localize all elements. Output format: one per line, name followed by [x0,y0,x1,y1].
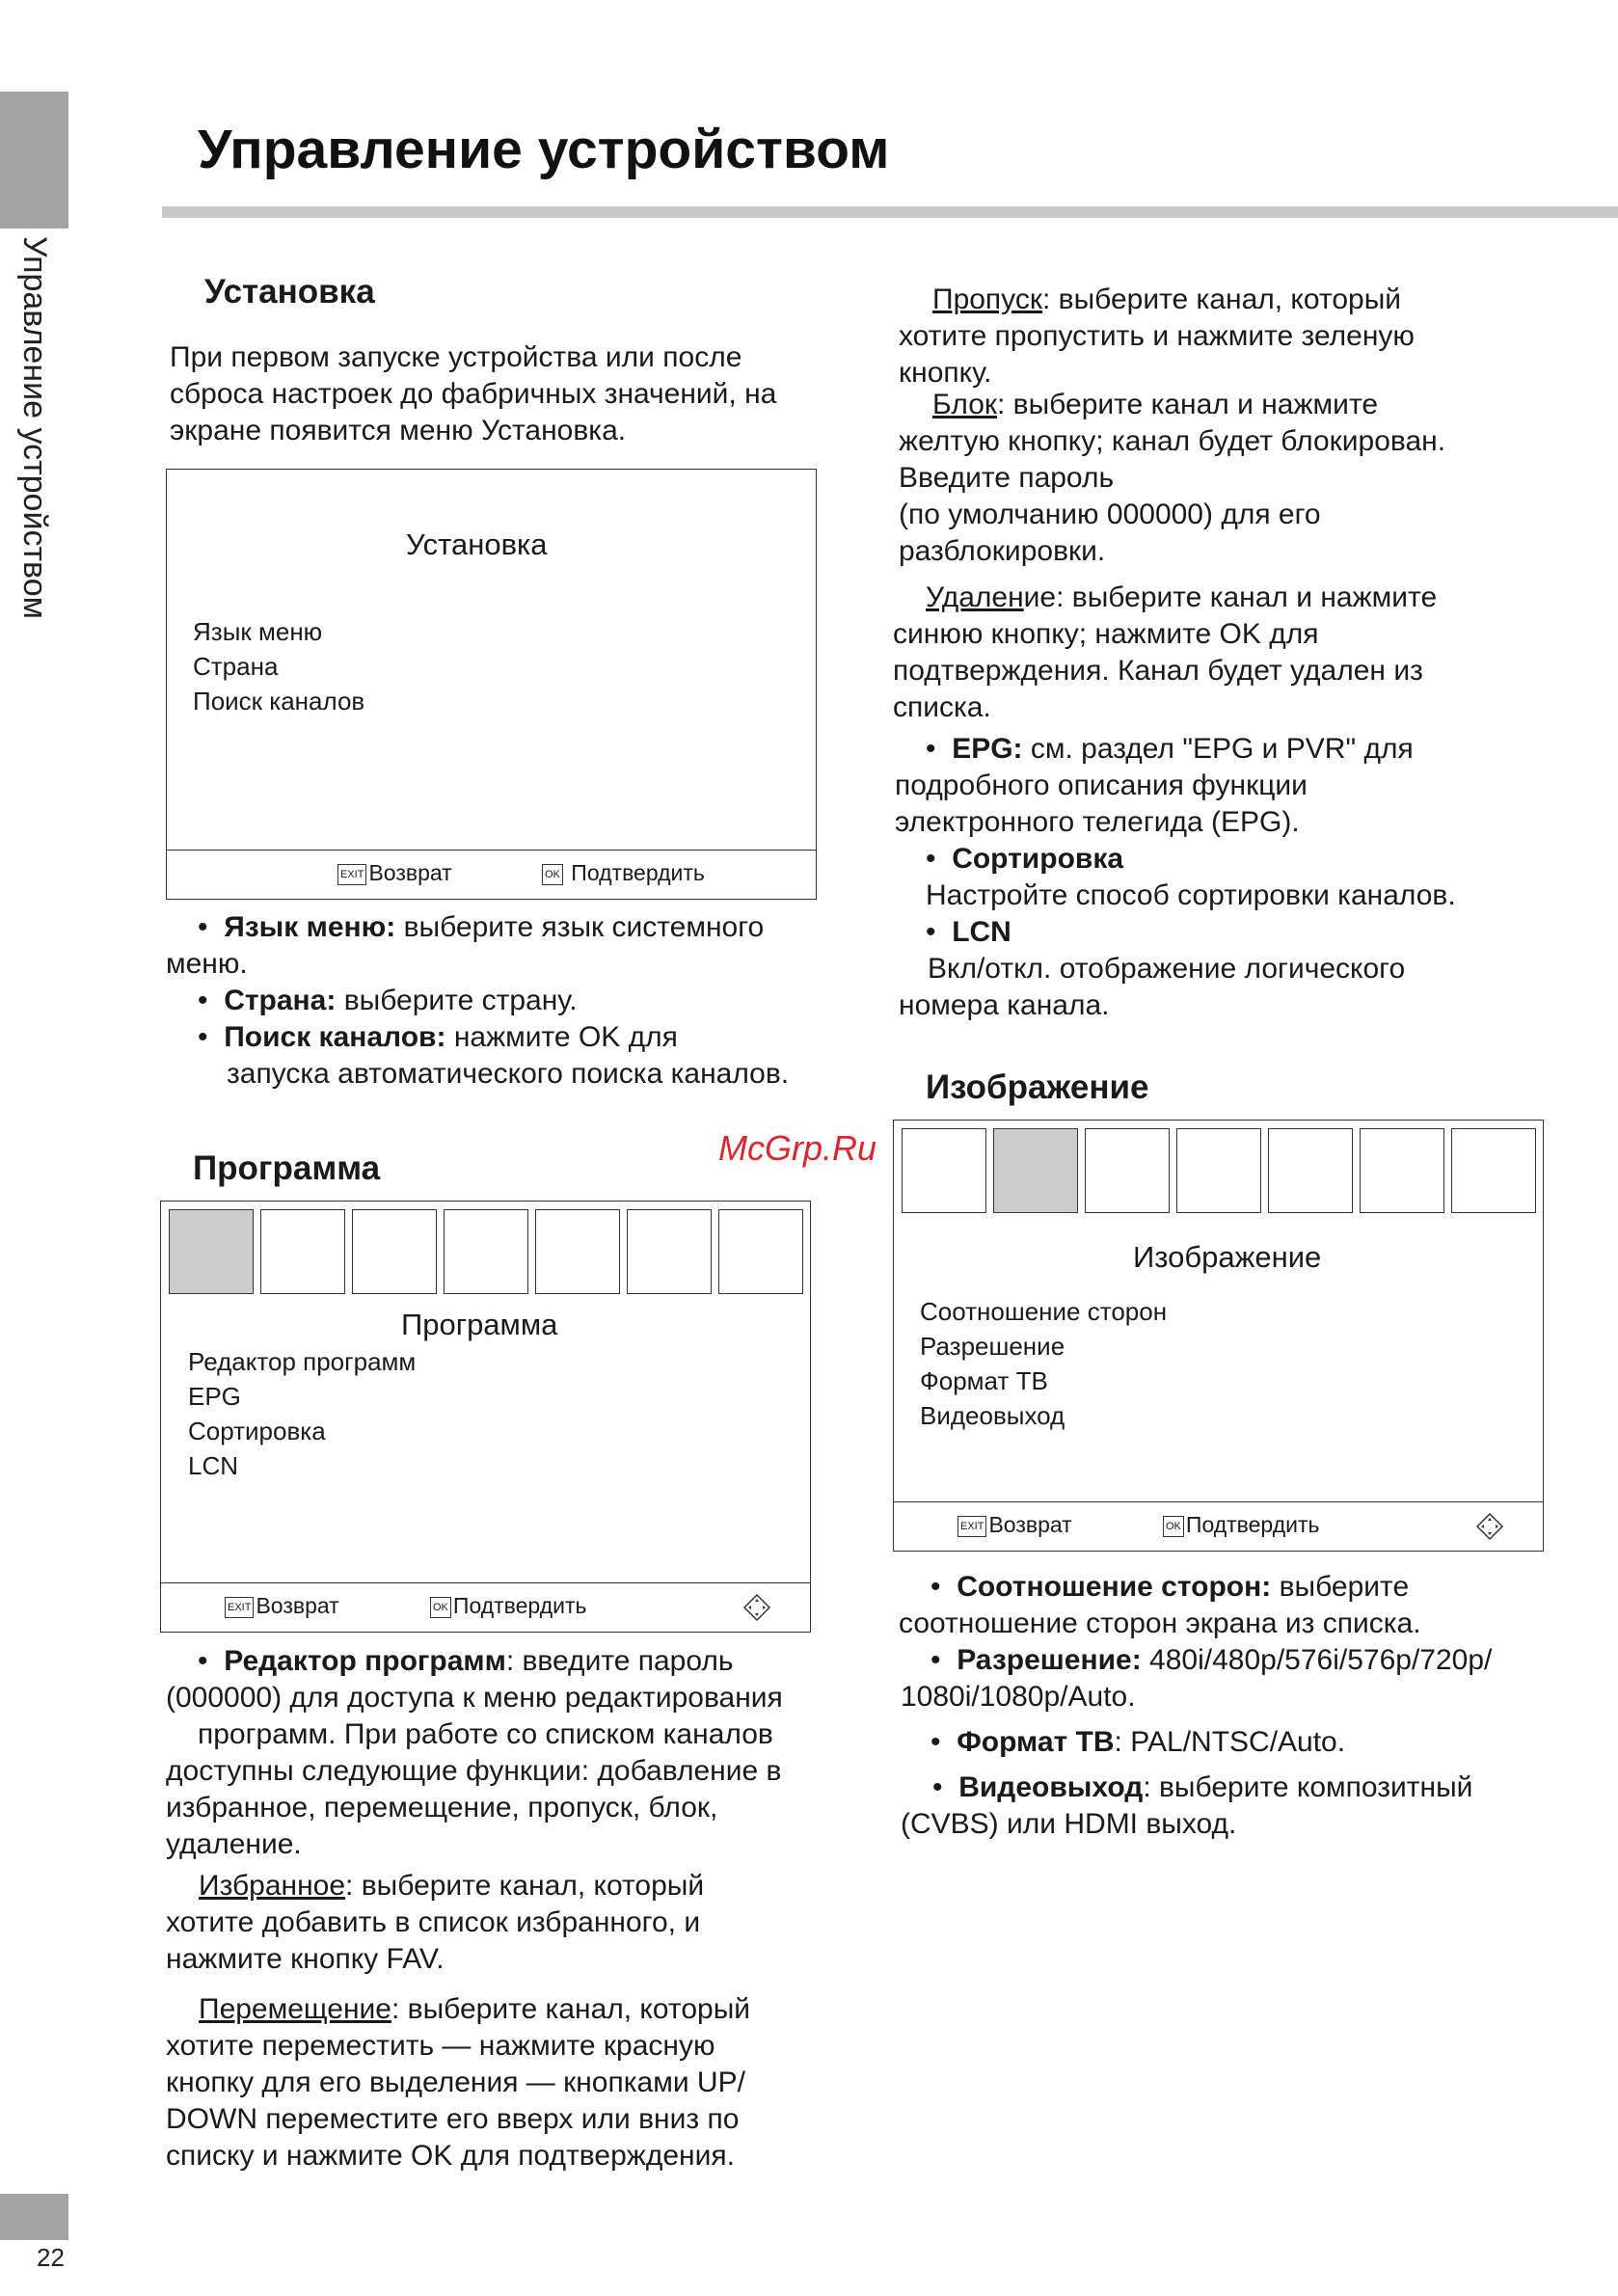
move-line-4: DOWN переместите его вверх или вниз по [166,2103,740,2135]
resolution-bullet: • Разрешение: 480i/480p/576i/576p/720p/ [930,1644,1493,1676]
ok-key-icon: OK [430,1597,451,1618]
menu-tab-6[interactable] [627,1209,712,1294]
picture-ok-hint [1163,1512,1319,1538]
setup-heading: Установка [204,273,375,311]
favorite-line-1: Избранное: выберите канал, который [199,1870,705,1902]
editor-bullet: • Редактор программ: введите пароль [198,1645,734,1677]
setup-menu-title: Установка [406,527,548,561]
menu-tab-1[interactable] [902,1128,986,1213]
epg-line-3: электронного телегида (EPG). [895,806,1300,838]
epg-line-2: подробного описания функции [895,770,1308,801]
program-menu-item-epg[interactable]: EPG [188,1382,241,1411]
videoout-bullet: • Видеовыход: выберите композитный [932,1771,1473,1803]
picture-back-hint [957,1512,1072,1538]
watermark: McGrp.Ru [718,1128,877,1168]
menu-tab-6[interactable] [1360,1128,1444,1213]
sort-desc: Настройте способ сортировки каналов. [926,879,1456,911]
program-menu-footer [161,1582,810,1632]
ok-label: Подтвердить [1185,1512,1320,1537]
program-menu-item-lcn[interactable]: LCN [188,1451,239,1480]
page-title: Управление устройством [198,119,890,180]
program-back-hint [225,1593,339,1619]
skip-line-2: хотите пропустить и нажмите зеленую [899,320,1415,352]
lcn-line-1: Вкл/откл. отображение логического [928,953,1406,985]
move-line-1: Перемещение: выберите канал, который [199,1993,751,2025]
menu-tab-7[interactable] [1451,1128,1536,1213]
lcn-bullet: • LCN [926,916,1011,948]
setup-menu-item-channel-search[interactable]: Поиск каналов [193,687,365,716]
side-section-label: Управление устройством [16,236,53,619]
menu-tab-2[interactable] [260,1209,345,1294]
picture-menu-item-aspect[interactable]: Соотношение сторон [920,1297,1168,1326]
ok-key-icon: OK [1163,1516,1184,1537]
setup-bullet-search: • Поиск каналов: нажмите OK для [198,1021,678,1053]
menu-tab-4[interactable] [1176,1128,1261,1213]
editor-line-6: удаление. [166,1828,302,1860]
menu-tab-3[interactable] [1085,1128,1170,1213]
exit-key-icon: EXIT [337,864,366,885]
navigation-dpad-icon [742,1593,771,1622]
lock-line-1: Блок: выберите канал и нажмите [932,389,1379,420]
move-line-3: кнопку для его выделения — кнопками UP/ [166,2066,745,2098]
program-ok-hint [430,1593,586,1619]
move-line-5: списку и нажмите OK для подтверждения. [166,2140,735,2172]
title-rule [162,206,1618,218]
picture-menu-footer [894,1501,1543,1551]
editor-line-3: программ. При работе со списком каналов [198,1718,773,1750]
program-menu-item-sort[interactable]: Сортировка [188,1417,326,1445]
setup-bullet-search-cont: запуска автоматического поиска каналов. [227,1058,790,1090]
lcn-line-2: номера канала. [899,989,1110,1021]
page-tab-marker [0,2194,68,2240]
delete-line-4: списка. [893,691,991,723]
skip-line-1: Пропуск: выберите канал, который [932,284,1402,315]
resolution-line-2: 1080i/1080p/Auto. [901,1681,1136,1713]
ok-key-icon: OK [542,864,563,885]
tvformat-bullet: • Формат ТВ: PAL/NTSC/Auto. [930,1726,1346,1758]
epg-bullet: • EPG: см. раздел "EPG и PVR" для [926,733,1414,765]
back-label: Возврат [368,860,452,885]
setup-bullet-country: • Страна: выберите страну. [198,985,578,1016]
setup-bullet-language: • Язык меню: выберите язык системного [198,911,765,943]
aspect-line-2: соотношение сторон экрана из списка. [899,1607,1421,1639]
setup-menu-footer [167,850,816,899]
setup-intro-3: экране появится меню Установка. [170,415,627,446]
menu-tab-7[interactable] [718,1209,803,1294]
editor-line-2: (000000) для доступа к меню редактирования [166,1682,783,1714]
program-menu-title: Программа [401,1308,558,1341]
ok-label: Подтвердить [571,860,705,885]
navigation-dpad-icon [1475,1512,1504,1541]
favorite-line-3: нажмите кнопку FAV. [166,1943,445,1975]
menu-tab-4[interactable] [444,1209,528,1294]
sort-bullet: • Сортировка [926,843,1124,875]
picture-menu-item-resolution[interactable]: Разрешение [920,1332,1065,1361]
videoout-line-2: (CVBS) или HDMI выход. [901,1808,1237,1840]
aspect-bullet: • Соотношение сторон: выберите [930,1571,1410,1603]
setup-menu-item-language[interactable]: Язык меню [193,617,323,646]
back-label: Возврат [988,1512,1072,1537]
lock-line-2: желтую кнопку; канал будет блокирован. [899,425,1446,457]
picture-menu-item-tvformat[interactable]: Формат ТВ [920,1366,1048,1395]
exit-key-icon: EXIT [957,1516,986,1537]
ok-label: Подтвердить [452,1593,587,1618]
setup-menu-item-country[interactable]: Страна [193,652,279,681]
side-tab-marker [0,92,68,229]
picture-menu-title: Изображение [1133,1240,1322,1274]
delete-line-2: синюю кнопку; нажмите OK для [893,618,1319,650]
setup-intro-2: сброса настроек до фабричных значений, на [170,378,777,410]
picture-heading: Изображение [926,1068,1149,1106]
program-menu-item-editor[interactable]: Редактор программ [188,1347,417,1376]
move-line-2: хотите переместить — нажмите красную [166,2030,715,2062]
program-menu-screen [160,1201,811,1633]
menu-tab-picture[interactable] [993,1128,1078,1213]
setup-menu-screen [166,469,817,900]
delete-line-1: Удаление: выберите канал и нажмите [926,581,1438,613]
skip-line-3: кнопку. [899,357,992,389]
exit-key-icon: EXIT [225,1597,254,1618]
lock-line-5: разблокировки. [899,535,1106,567]
favorite-line-2: хотите добавить в список избранного, и [166,1906,701,1938]
menu-tab-5[interactable] [535,1209,620,1294]
editor-line-4: доступны следующие функции: добавление в [166,1755,782,1787]
picture-menu-item-videoout[interactable]: Видеовыход [920,1401,1065,1430]
lock-line-3: Введите пароль [899,462,1115,494]
program-heading: Программа [193,1149,381,1187]
menu-tab-program[interactable] [169,1209,254,1294]
menu-tab-3[interactable] [352,1209,437,1294]
menu-tab-5[interactable] [1268,1128,1353,1213]
page-number: 22 [37,2243,65,2272]
setup-intro-1: При первом запуске устройства или после [170,341,742,373]
delete-line-3: подтверждения. Канал будет удален из [893,655,1423,687]
setup-bullet-language-cont: меню. [166,948,248,980]
lock-line-4: (по умолчанию 000000) для его [899,499,1321,530]
back-label: Возврат [256,1593,339,1618]
editor-line-5: избранное, перемещение, пропуск, блок, [166,1792,718,1823]
setup-back-hint [337,860,452,886]
setup-ok-hint [542,860,705,886]
picture-menu-screen [893,1120,1544,1552]
